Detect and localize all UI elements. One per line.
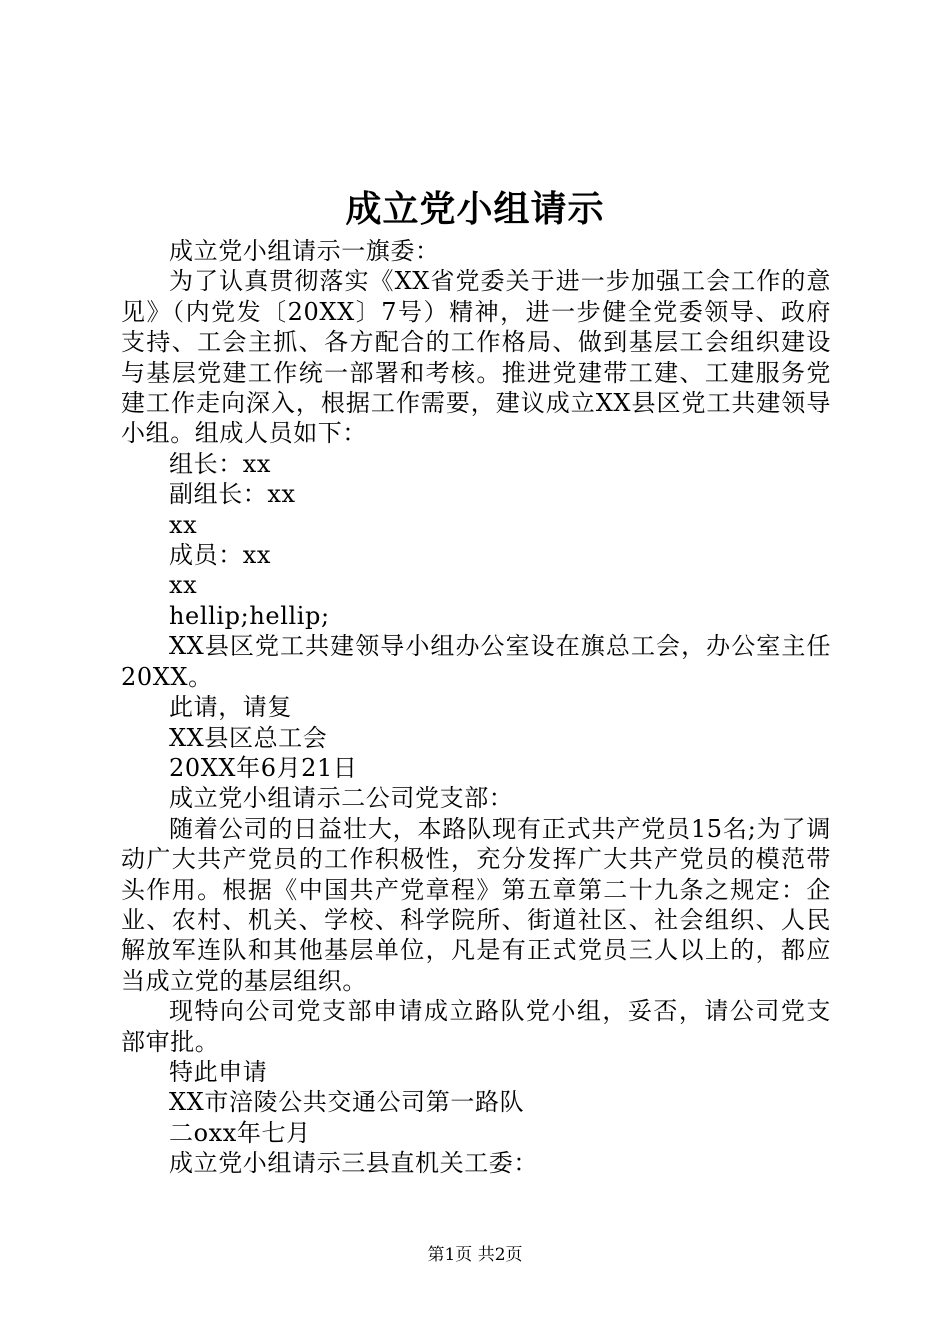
paragraph: XX县区党工共建领导小组办公室设在旗总工会，办公室主任20XX。 [121, 632, 831, 691]
paragraph: xx [169, 510, 198, 539]
paragraph: 随着公司的日益壮大，本路队现有正式共产党员15名;为了调动广大共产党员的工作积极性，充分发挥广大共产党员的模范带头作用。根据《中国共产党章程》第五章第二十九条之规定：企业、农村、机关、学校、科学院所、街道社区、社会组织、人民解放军连队和其他基层单位，凡是有正式党员三人以上的，都应当成立党的基层组织。 [121, 814, 831, 995]
paragraph: 成立党小组请示二公司党支部： [169, 784, 514, 813]
paragraph: hellip;hellip; [169, 601, 330, 630]
paragraph: 成立党小组请示一旗委： [169, 237, 440, 265]
paragraph: 20XX年6月21日 [169, 753, 358, 782]
document-title: 成立党小组请示 [345, 188, 605, 230]
paragraph: XX县区总工会 [169, 723, 328, 752]
paragraph: 二oxx年七月 [169, 1118, 311, 1147]
paragraph: 此请，请复 [169, 693, 292, 722]
page-footer: 第1页 共2页 [427, 1245, 523, 1265]
document-body [121, 236, 831, 1179]
paragraph: 组长：xx [169, 449, 272, 478]
paragraph: 特此申请 [169, 1057, 268, 1086]
paragraph: 为了认真贯彻落实《XX省党委关于进一步加强工会工作的意见》（内党发〔20XX〕7号）精神，进一步健全党委领导、政府支持、工会主抓、各方配合的工作格局、做到基层工会组织建设与基层党建工作统一部署和考核。推进党建带工建、工建服务党建工作走向深入，根据工作需要，建议成立XX县区党工共建领导小组。组成人员如下： [121, 267, 831, 448]
paragraph: 成立党小组请示三县直机关工委： [169, 1149, 538, 1178]
paragraph: 副组长：xx [169, 480, 296, 509]
paragraph: xx [169, 571, 198, 600]
paragraph: 成员：xx [169, 541, 272, 570]
paragraph: 现特向公司党支部申请成立路队党小组，妥否，请公司党支部审批。 [121, 997, 831, 1056]
paragraph: XX市涪陵公共交通公司第一路队 [169, 1088, 525, 1117]
